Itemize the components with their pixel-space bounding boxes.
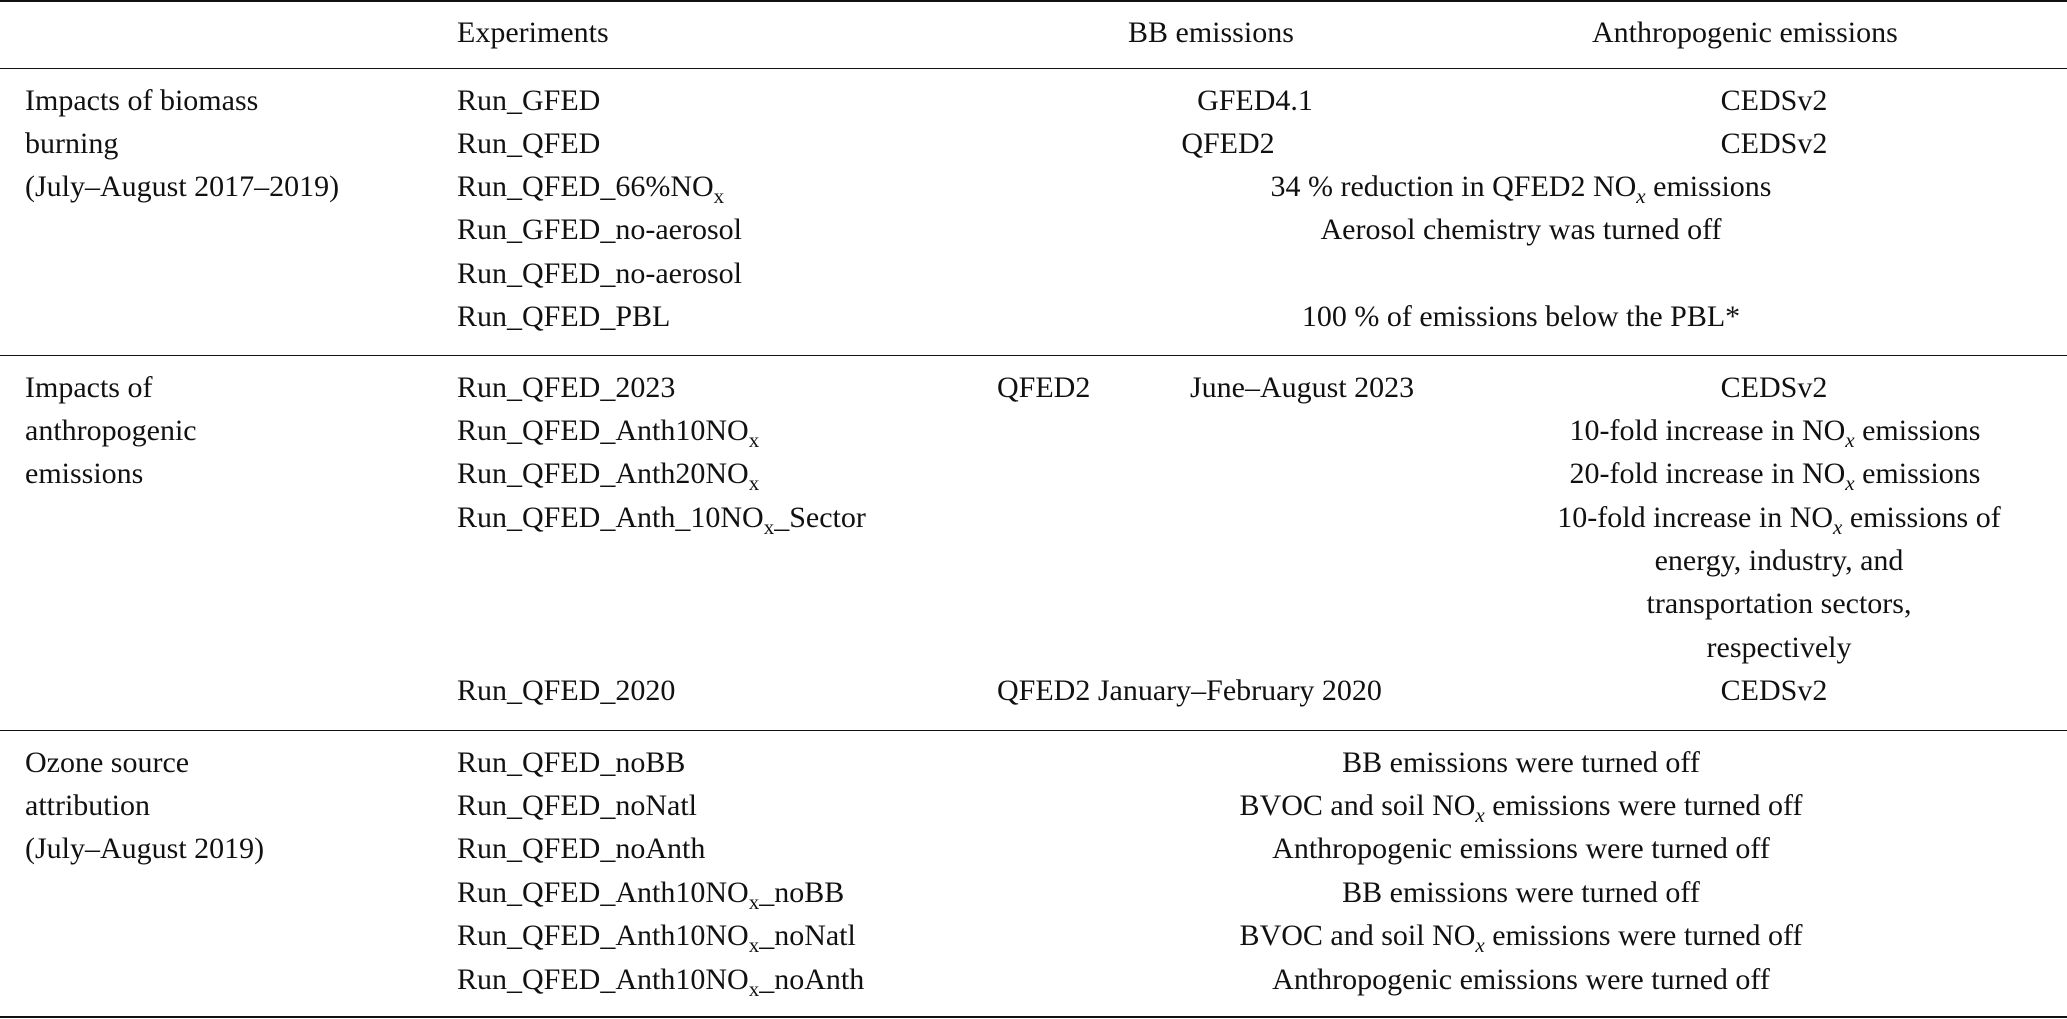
subscript: x <box>748 977 760 1001</box>
anthropogenic-emissions-cell-line2: energy, industry, and <box>1654 544 1904 577</box>
experiment-name-text: Run_QFED_66%NO <box>457 170 714 203</box>
anthropogenic-emissions-cell <box>1557 500 2001 539</box>
experiment-name-text: _Sector <box>774 501 866 534</box>
spanning-note: Aerosol chemistry was turned off <box>1320 213 1722 246</box>
bb-emissions-cell: GFED4.1 <box>1197 84 1313 117</box>
experiment-name-text: Run_QFED_Anth20NO <box>457 457 749 490</box>
subscript: x <box>748 471 760 495</box>
header-experiments: Experiments <box>457 16 609 49</box>
header-bb-emissions: BB emissions <box>1128 16 1294 49</box>
spanning-note: BB emissions were turned off <box>1342 746 1700 779</box>
experiment-name-text: _noAnth <box>759 963 865 996</box>
group1-category-line1: Impacts of biomass <box>25 84 259 117</box>
note-text: BVOC and soil NO <box>1239 919 1476 952</box>
group1-category-line2: burning <box>25 127 119 160</box>
experiment-name <box>457 875 845 914</box>
anthropogenic-emissions-cell: CEDSv2 <box>1720 674 1828 707</box>
note-text: 10-fold increase in NO <box>1557 501 1834 534</box>
anthropogenic-emissions-cell: CEDSv2 <box>1720 84 1828 117</box>
spanning-note <box>1239 918 1803 957</box>
group3-category-line2: attribution <box>25 789 150 822</box>
subscript: x <box>763 515 775 539</box>
subscript: x <box>1636 184 1646 208</box>
note-text: emissions <box>1854 457 1981 490</box>
experiment-name: Run_QFED_2023 <box>457 371 676 404</box>
experiment-name <box>457 500 866 539</box>
subscript: x <box>748 890 760 914</box>
subscript: x <box>1845 471 1855 495</box>
spanning-note: Anthropogenic emissions were turned off <box>1272 832 1770 865</box>
subscript: x <box>1833 515 1843 539</box>
experiment-name-text: Run_QFED_Anth10NO <box>457 919 749 952</box>
experiment-name: Run_QFED_PBL <box>457 300 671 333</box>
subscript: x <box>1475 803 1485 827</box>
group2-category-line1: Impacts of <box>25 371 153 404</box>
subscript: x <box>1475 933 1485 957</box>
experiment-name: Run_QFED_noAnth <box>457 832 706 865</box>
experiment-name <box>457 918 856 957</box>
bottom-rule <box>0 1016 2067 1018</box>
group1-category-line3: (July–August 2017–2019) <box>25 170 340 203</box>
subscript: x <box>1845 428 1855 452</box>
spanning-note <box>1239 788 1803 827</box>
group3-category-line1: Ozone source <box>25 746 190 779</box>
note-text: 34 % reduction in QFED2 NO <box>1270 170 1637 203</box>
experiment-name-text: Run_QFED_Anth10NO <box>457 876 749 909</box>
header-anthropogenic-emissions: Anthropogenic emissions <box>1592 16 1898 49</box>
spanning-note <box>1270 169 1772 208</box>
experiment-name: Run_QFED <box>457 127 601 160</box>
anthropogenic-emissions-cell <box>1569 456 1981 495</box>
subscript: x <box>713 184 725 208</box>
bb-emissions-cell: QFED2 <box>997 371 1091 404</box>
experiment-name-text: Run_QFED_Anth10NO <box>457 414 749 447</box>
bb-emissions-cell: QFED2 <box>1181 127 1275 160</box>
anthropogenic-emissions-cell-line4: respectively <box>1706 631 1852 664</box>
anthropogenic-emissions-cell: CEDSv2 <box>1720 371 1828 404</box>
group-divider-2 <box>0 730 2067 731</box>
experiment-name: Run_QFED_no-aerosol <box>457 257 742 290</box>
experiment-name: Run_QFED_noBB <box>457 746 686 779</box>
spanning-note: BB emissions were turned off <box>1342 876 1700 909</box>
bb-emissions-period: June–August 2023 <box>1190 371 1415 404</box>
spanning-note: 100 % of emissions below the PBL* <box>1301 300 1741 333</box>
subscript: x <box>748 428 760 452</box>
anthropogenic-emissions-cell <box>1569 413 1981 452</box>
experiment-name-text: _noNatl <box>759 919 856 952</box>
experiment-name: Run_QFED_2020 <box>457 674 676 707</box>
experiment-name-text: Run_QFED_Anth_10NO <box>457 501 764 534</box>
group-divider-1 <box>0 355 2067 356</box>
anthropogenic-emissions-cell-line3: transportation sectors, <box>1646 587 1912 620</box>
experiment-name: Run_QFED_noNatl <box>457 789 697 822</box>
note-text: emissions were turned off <box>1484 919 1803 952</box>
group3-category-line3: (July–August 2019) <box>25 832 265 865</box>
note-text: BVOC and soil NO <box>1239 789 1476 822</box>
bb-emissions-cell: QFED2 January–February 2020 <box>997 674 1382 707</box>
experiment-name <box>457 169 725 208</box>
experiment-name <box>457 413 760 452</box>
group2-category-line3: emissions <box>25 457 144 490</box>
subscript: x <box>748 933 760 957</box>
note-text: emissions of <box>1842 501 2001 534</box>
note-text: 10-fold increase in NO <box>1569 414 1846 447</box>
anthropogenic-emissions-cell: CEDSv2 <box>1720 127 1828 160</box>
experiment-name-text: _noBB <box>759 876 845 909</box>
experiment-name <box>457 456 760 495</box>
note-text: 20-fold increase in NO <box>1569 457 1846 490</box>
note-text: emissions <box>1645 170 1772 203</box>
experiment-name <box>457 962 865 1001</box>
group2-category-line2: anthropogenic <box>25 414 197 447</box>
experiment-name-text: Run_QFED_Anth10NO <box>457 963 749 996</box>
top-rule <box>0 0 2067 2</box>
experiment-name: Run_GFED <box>457 84 601 117</box>
note-text: emissions <box>1854 414 1981 447</box>
experiment-name: Run_GFED_no-aerosol <box>457 213 742 246</box>
note-text: emissions were turned off <box>1484 789 1803 822</box>
header-rule <box>0 68 2067 69</box>
spanning-note: Anthropogenic emissions were turned off <box>1272 963 1770 996</box>
